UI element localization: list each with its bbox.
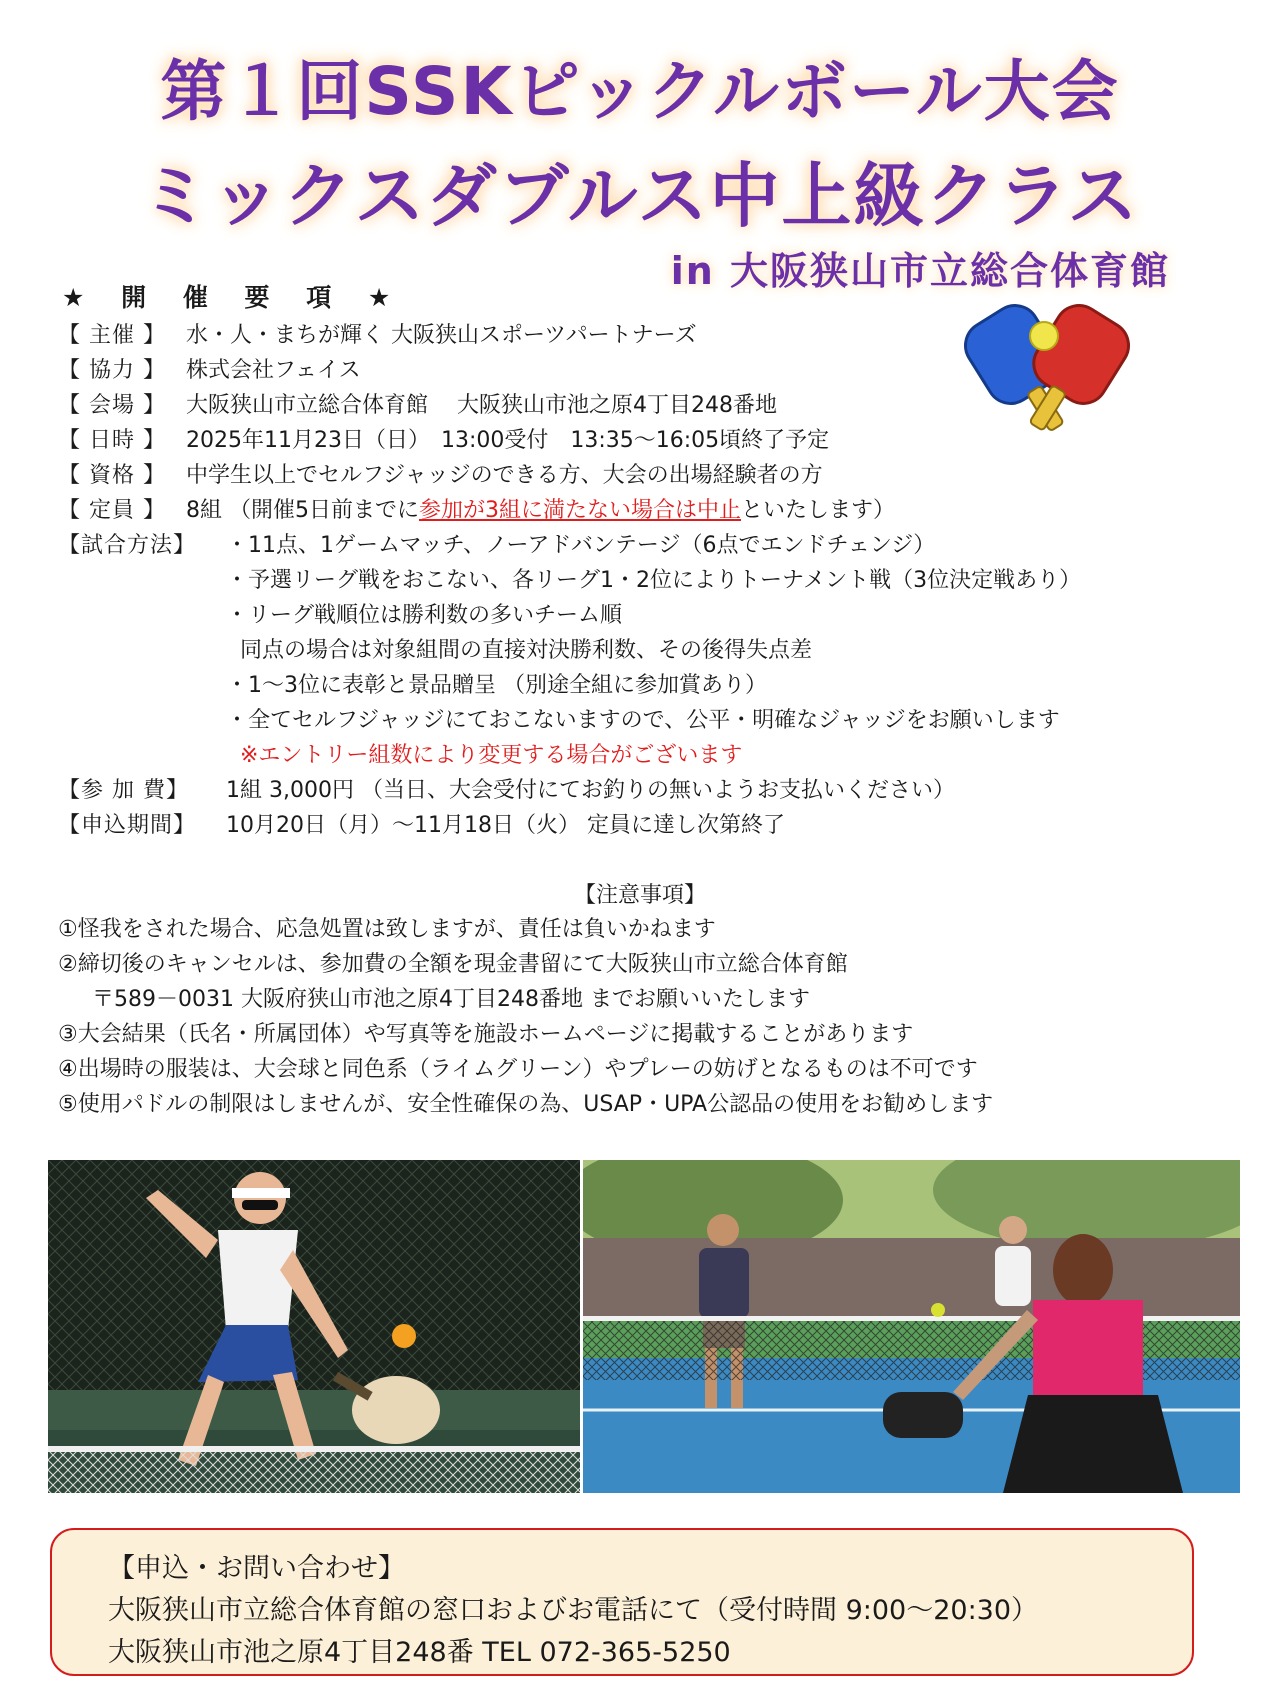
row-label: 【試合方法】: [58, 533, 197, 558]
format-line: ・全てセルフジャッジにておこないますので、公平・明確なジャッジをお願いします: [226, 708, 1060, 733]
contact-box: [50, 1528, 1194, 1676]
format-notice: ※エントリー組数により変更する場合がございます: [240, 743, 743, 768]
format-line: ・予選リーグ戦をおこない、各リーグ1・2位によりトーナメント戦（3位決定戦あり）: [226, 568, 1082, 593]
overview-list: [58, 318, 1258, 843]
notes-list: [58, 912, 1268, 1122]
capacity-pre: 8組 （開催5日前までに: [186, 498, 419, 523]
note-item: ⑤使用パドルの制限はしませんが、安全性確保の為、USAP・UPA公認品の使用をお勧めします: [58, 1092, 994, 1117]
format-line-row: [58, 668, 1258, 703]
note-item: ③大会結果（氏名・所属団体）や写真等を施設ホームページに掲載することがあります: [58, 1022, 914, 1047]
row-value: 大阪狭山市立総合体育館 大阪狭山市池之原4丁目248番地: [186, 393, 777, 418]
format-line: ・リーグ戦順位は勝利数の多いチーム順: [226, 603, 623, 628]
row-venue: [58, 388, 1258, 423]
format-line-row: [58, 598, 1258, 633]
title-line-2: ミックスダブルス中上級クラス: [140, 155, 1140, 237]
contact-reception: 大阪狭山市立総合体育館の窓口およびお電話にて（受付時間 9:00～20:30）: [108, 1595, 1039, 1626]
note-item: 〒589－0031 大阪府狭山市池之原4丁目248番地 までお願いいたします: [92, 987, 810, 1012]
notes-heading: 【注意事項】: [573, 883, 706, 908]
venue-subtitle: in 大阪狭山市立総合体育館: [670, 249, 1170, 293]
row-value: 10月20日（月）～11月18日（火） 定員に達し次第終了: [226, 813, 785, 838]
row-value: 2025年11月23日（日） 13:00受付 13:35～16:05頃終了予定: [186, 428, 830, 453]
format-line-row: [58, 563, 1258, 598]
row-label: 【 主催 】: [58, 323, 166, 348]
capacity-post: といたします）: [741, 498, 896, 523]
note-item: ①怪我をされた場合、応急処置は致しますが、責任は負いかねます: [58, 917, 716, 942]
row-cooperation: [58, 353, 1258, 388]
row-value: 1組 3,000円 （当日、大会受付にてお釣りの無いようお支払いください）: [226, 778, 955, 803]
row-label: 【申込期間】: [58, 813, 197, 838]
format-line-row: [58, 703, 1258, 738]
format-line: ・1～3位に表彰と景品贈呈 （別途全組に参加賞あり）: [226, 673, 767, 698]
row-label: 【 資格 】: [58, 463, 166, 488]
photo-doubles-match: [583, 1160, 1240, 1493]
contact-address-phone: 大阪狭山市池之原4丁目248番 TEL 072-365-5250: [108, 1637, 731, 1668]
row-label: 【 日時 】: [58, 428, 166, 453]
row-label: 【 協力 】: [58, 358, 166, 383]
overview-heading: ★ 開 催 要 項 ★: [62, 283, 405, 312]
row-label: 【 定員 】: [58, 498, 166, 523]
row-eligibility: [58, 458, 1258, 493]
format-notice-row: [58, 738, 1258, 773]
row-period: [58, 808, 1258, 843]
title-line-1: 第１回SSKピックルボール大会: [160, 53, 1120, 130]
row-fee: [58, 773, 1258, 808]
format-line-row: [58, 633, 1258, 668]
row-value: 中学生以上でセルフジャッジのできる方、大会の出場経験者の方: [186, 463, 823, 488]
row-datetime: [58, 423, 1258, 458]
cancellation-condition: 参加が3組に満たない場合は中止: [419, 498, 741, 523]
row-label: 【参 加 費】: [58, 778, 189, 803]
row-label: 【 会場 】: [58, 393, 166, 418]
row-value: 水・人・まちが輝く 大阪狭山スポーツパートナーズ: [186, 323, 697, 348]
row-format: [58, 528, 1258, 563]
photo-player-forehand: [48, 1160, 580, 1493]
row-organizer: [58, 318, 1258, 353]
note-item: ②締切後のキャンセルは、参加費の全額を現金書留にて大阪狭山市立総合体育館: [58, 952, 848, 977]
row-value: 株式会社フェイス: [186, 358, 361, 383]
format-line: ・11点、1ゲームマッチ、ノーアドバンテージ（6点でエンドチェンジ）: [226, 533, 936, 558]
row-capacity: [58, 493, 1258, 528]
contact-heading: 【申込・お問い合わせ】: [108, 1553, 405, 1584]
format-line: 同点の場合は対象組間の直接対決勝利数、その後得失点差: [240, 638, 813, 663]
note-item: ④出場時の服装は、大会球と同色系（ライムグリーン）やプレーの妨げとなるものは不可です: [58, 1057, 978, 1082]
